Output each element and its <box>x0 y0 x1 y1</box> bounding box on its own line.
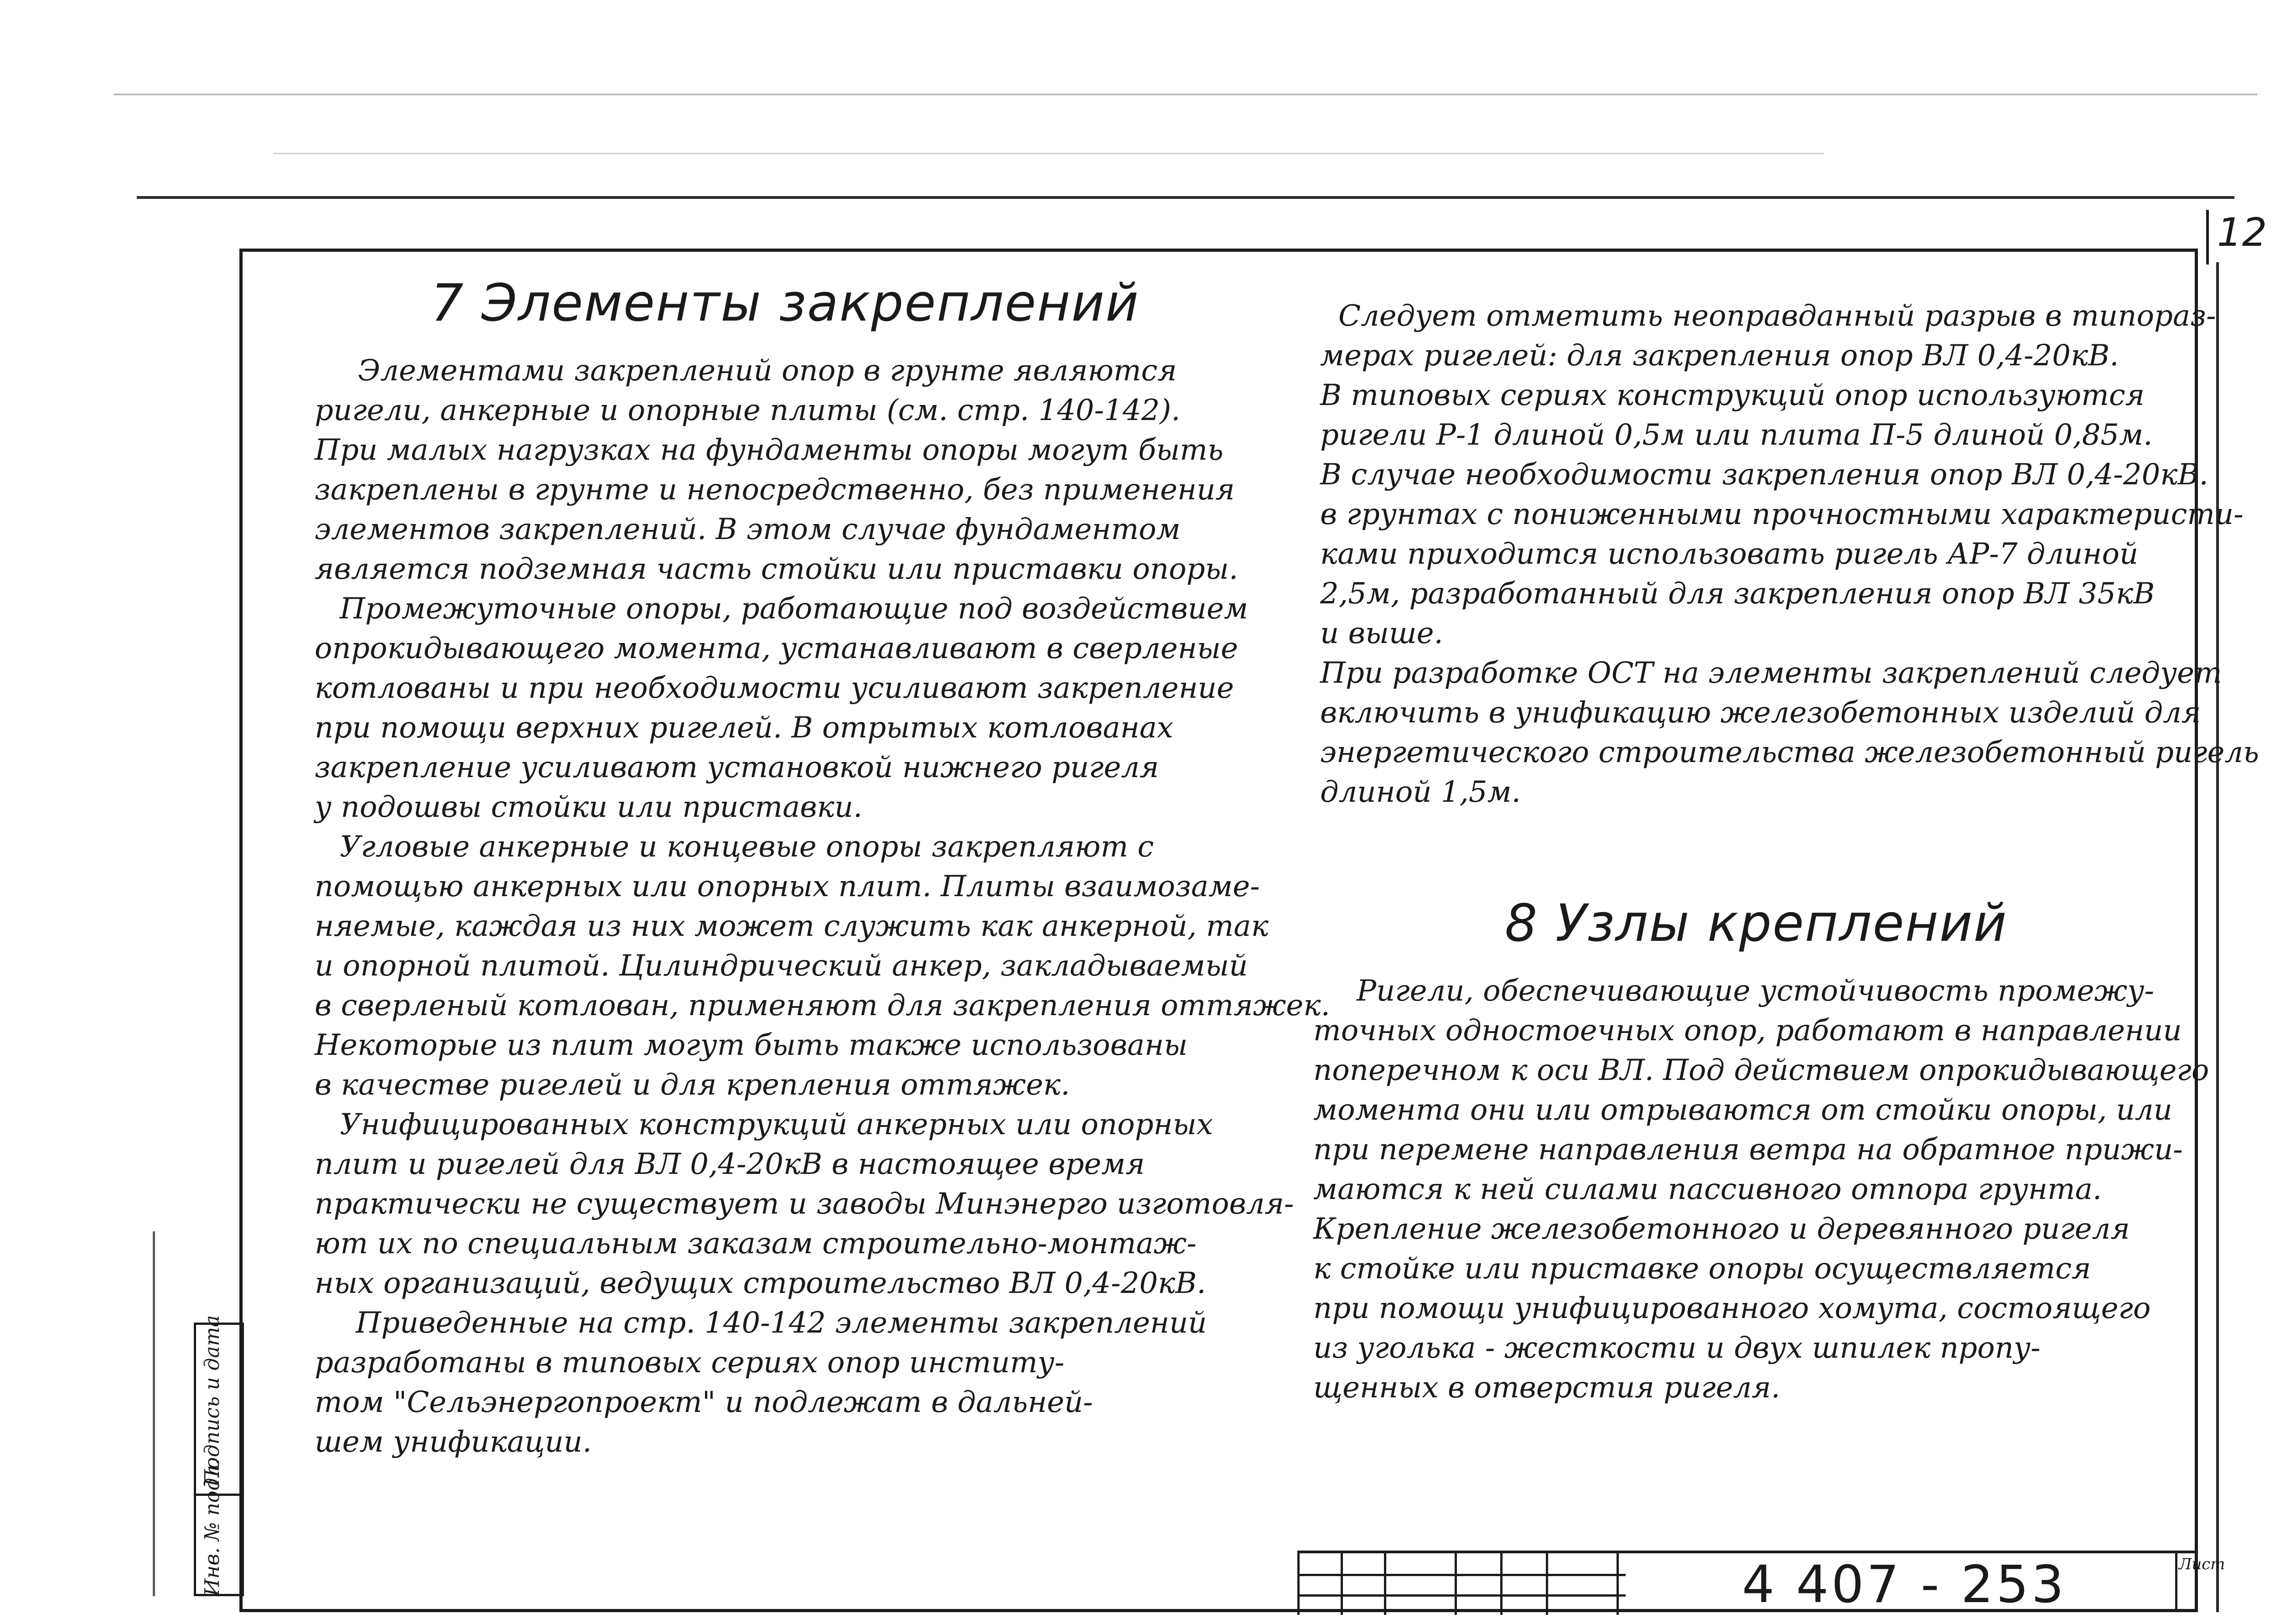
text-line: Ригели, обеспечивающие устойчивость промежу- <box>1357 974 2154 1008</box>
text-line: у подошвы стойки или приставки. <box>315 790 863 824</box>
text-line: Некоторые из плит могут быть также использованы <box>315 1028 1188 1062</box>
text-line: к стойке или приставке опоры осуществляется <box>1313 1252 2091 1286</box>
title-block-cell <box>1548 1553 1619 1615</box>
text-line: энергетического строительства железобетонный ригель <box>1320 736 2259 769</box>
text-line: практически не существует и заводы Минэнерго изготовля- <box>315 1187 1294 1221</box>
title-block-cell <box>1457 1553 1503 1615</box>
side-label-inv: Инв. № подл. <box>201 1458 224 1596</box>
title-block-row-line <box>1297 1594 1626 1597</box>
text-line: Унифицированных конструкций анкерных или опорных <box>340 1108 1213 1141</box>
text-line: В случае необходимости закрепления опор ВЛ 0,4-20кВ. <box>1320 458 2208 492</box>
text-line: няемые, каждая из них может служить как анкерной, так <box>315 909 1269 943</box>
text-line: точных одностоечных опор, работают в направлении <box>1313 1014 2182 1048</box>
title-block-row-line <box>1297 1574 1626 1576</box>
text-line: ных организаций, ведущих строительство ВЛ 0,4-20кВ. <box>315 1266 1206 1300</box>
section-7-heading: 7 Элементы закреплений <box>431 274 1140 333</box>
text-line: ригели Р-1 длиной 0,5м или плита П-5 длиной 0,85м. <box>1320 418 2153 452</box>
title-block-cell <box>1386 1553 1457 1615</box>
side-margin-line <box>153 1231 155 1596</box>
text-line: помощью анкерных или опорных плит. Плиты взаимозаме- <box>315 870 1260 903</box>
section-8-heading: 8 Узлы креплений <box>1505 894 2008 953</box>
text-line: Элементами закреплений опор в грунте являются <box>358 354 1177 388</box>
scan-noise-line <box>274 153 1824 154</box>
text-line: при помощи верхних ригелей. В отрытых котлованах <box>315 711 1174 745</box>
text-line: в сверленый котлован, применяют для закрепления оттяжек. <box>315 989 1330 1022</box>
title-block-cell <box>1297 1553 1343 1615</box>
text-line: котлованы и при необходимости усиливают закрепление <box>315 671 1234 705</box>
text-line: закреплены в грунте и непосредственно, без применения <box>315 473 1235 507</box>
text-line: Приведенные на стр. 140-142 элементы закреплений <box>356 1306 1207 1340</box>
text-line: при перемене направления ветра на обратное прижи- <box>1313 1133 2183 1167</box>
text-line: ют их по специальным заказам строительно-монтаж- <box>315 1227 1197 1261</box>
text-line: момента они или отрываются от стойки опоры, или <box>1313 1093 2172 1127</box>
text-line: является подземная часть стойки или приставки опоры. <box>315 552 1238 586</box>
outer-frame-top-line <box>137 196 2234 199</box>
text-line: щенных в отверстия ригеля. <box>1313 1371 1781 1405</box>
sheet-number: 12 <box>2217 210 2267 255</box>
text-line: Крепление железобетонного и деревянного ригеля <box>1313 1212 2130 1246</box>
text-line: ками приходится использовать ригель АР-7 длиной <box>1320 537 2139 571</box>
text-line: поперечном к оси ВЛ. Под действием опрокидывающего <box>1313 1053 2209 1087</box>
text-line: и выше. <box>1320 617 1443 650</box>
text-line: 2,5м, разработанный для закрепления опор ВЛ 35кВ <box>1320 577 2155 611</box>
title-block-cell <box>1341 1553 1386 1615</box>
right-column-top-text <box>1320 296 2259 812</box>
text-line: мерах ригелей: для закрепления опор ВЛ 0,4-20кВ. <box>1320 339 2119 373</box>
text-line: плит и ригелей для ВЛ 0,4-20кВ в настоящее время <box>315 1147 1145 1181</box>
text-line: длиной 1,5м. <box>1320 775 1521 809</box>
sheet-label: Лист <box>2179 1555 2225 1573</box>
text-line: При разработке ОСТ на элементы закреплений следует <box>1320 656 2222 690</box>
text-line: В типовых сериях конструкций опор используются <box>1320 379 2145 412</box>
title-block-cell <box>1503 1553 1548 1615</box>
text-line: при помощи унифицированного хомута, состоящего <box>1313 1292 2151 1325</box>
text-line: и опорной плитой. Цилиндрический анкер, закладываемый <box>315 949 1248 983</box>
text-line: маются к ней силами пассивного отпора грунта. <box>1313 1173 2102 1206</box>
side-label-signature: Подпись и дата <box>201 1315 224 1487</box>
text-line: том "Сельэнергопроект" и подлежат в дальней- <box>315 1385 1093 1419</box>
text-line: ригели, анкерные и опорные плиты (см. стр. 140-142). <box>315 394 1181 427</box>
text-line: опрокидывающего момента, устанавливают в сверленые <box>315 632 1238 665</box>
text-line: в грунтах с пониженными прочностными характеристи- <box>1320 498 2244 531</box>
text-line: элементов закреплений. В этом случае фундаментом <box>315 513 1181 546</box>
text-line: При малых нагрузках на фундаменты опоры могут быть <box>315 433 1223 467</box>
text-line: закрепление усиливают установкой нижнего ригеля <box>315 751 1159 784</box>
text-line: разработаны в типовых сериях опор институ- <box>315 1346 1065 1380</box>
text-line: в качестве ригелей и для крепления оттяжек. <box>315 1068 1070 1102</box>
document-code: 4 407 - 253 <box>1742 1555 2067 1614</box>
scan-noise-line <box>114 93 2257 95</box>
text-line: включить в унификацию железобетонных изделий для <box>1320 696 2201 730</box>
right-column-bottom-text <box>1313 971 2209 1408</box>
text-line: из уголька - жесткости и двух шпилек пропу- <box>1313 1331 2041 1365</box>
text-line: шем унификации. <box>315 1425 592 1459</box>
text-line: Угловые анкерные и концевые опоры закрепляют с <box>340 830 1154 864</box>
left-column-text <box>315 351 1330 1462</box>
text-line: Следует отметить неоправданный разрыв в типораз- <box>1338 299 2216 333</box>
text-line: Промежуточные опоры, работающие под воздействием <box>340 592 1249 626</box>
